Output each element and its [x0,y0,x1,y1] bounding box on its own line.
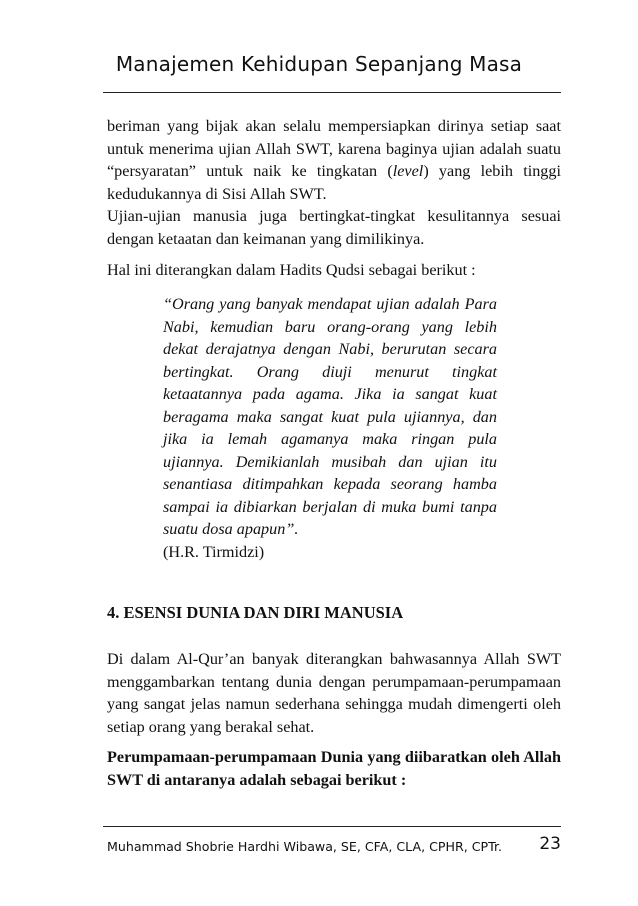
quote-source: (H.R. Tirmidzi) [163,542,265,561]
quote-text: “Orang yang banyak mendapat ujian adalah Para Nabi, kemudian baru orang-orang yang lebih dekat derajatnya dengan Nabi, berurutan secara bertingkat. Orang diuji menurut tingkat ketaatannya pada agama. Jika ia sangat kuat beragama maka sangat kuat pula ujiannya, dan jika ia lemah agamanya maka ringan pula ujiannya. Demikianlah musibah dan ujian itu senantiasa ditimpahkan kepada seorang hamba sampai ia dibiarkan berjalan di muka bumi tanpa suatu dosa apapun”. [163,295,497,538]
hadith-quote [163,293,497,563]
header-rule [103,92,561,93]
footer-author: Muhammad Shobrie Hardhi Wibawa, SE, CFA, CLA, CPHR, CPTr. [107,839,502,854]
paragraph-3: Hal ini diterangkan dalam Hadits Qudsi sebagai berikut : [107,261,476,279]
section-heading: 4. ESENSI DUNIA DAN DIRI MANUSIA [107,603,404,622]
text-block-top [107,115,561,250]
page-number: 23 [539,834,561,854]
text-block-intro [107,259,561,282]
running-header: Manajemen Kehidupan Sepanjang Masa [115,52,523,76]
text-block-bold [107,746,561,791]
paragraph-4: Di dalam Al-Qur’an banyak diterangkan bahwasannya Allah SWT menggambarkan tentang dunia dengan perumpamaan-perumpamaan yang sangat jelas namun sederhana sehingga mudah dimengerti oleh setiap orang yang berakal sehat. [107,650,561,736]
paragraph-2: Ujian-ujian manusia juga bertingkat-tingkat kesulitannya sesuai dengan ketaatan dan keimanan yang dimilikinya. [107,207,561,248]
paragraph-1: beriman yang bijak akan selalu mempersiapkan dirinya setiap saat untuk menerima ujian Allah SWT, karena baginya ujian adalah suatu “persyaratan” untuk naik ke tingkatan (level) yang lebih tinggi kedudukannya di Sisi Allah SWT. [107,117,561,203]
paragraph-5: Perumpamaan-perumpamaan Dunia yang diibaratkan oleh Allah SWT di antaranya adalah sebagai berikut : [107,748,561,789]
footer-rule [103,826,561,827]
text-block-section [107,648,561,738]
